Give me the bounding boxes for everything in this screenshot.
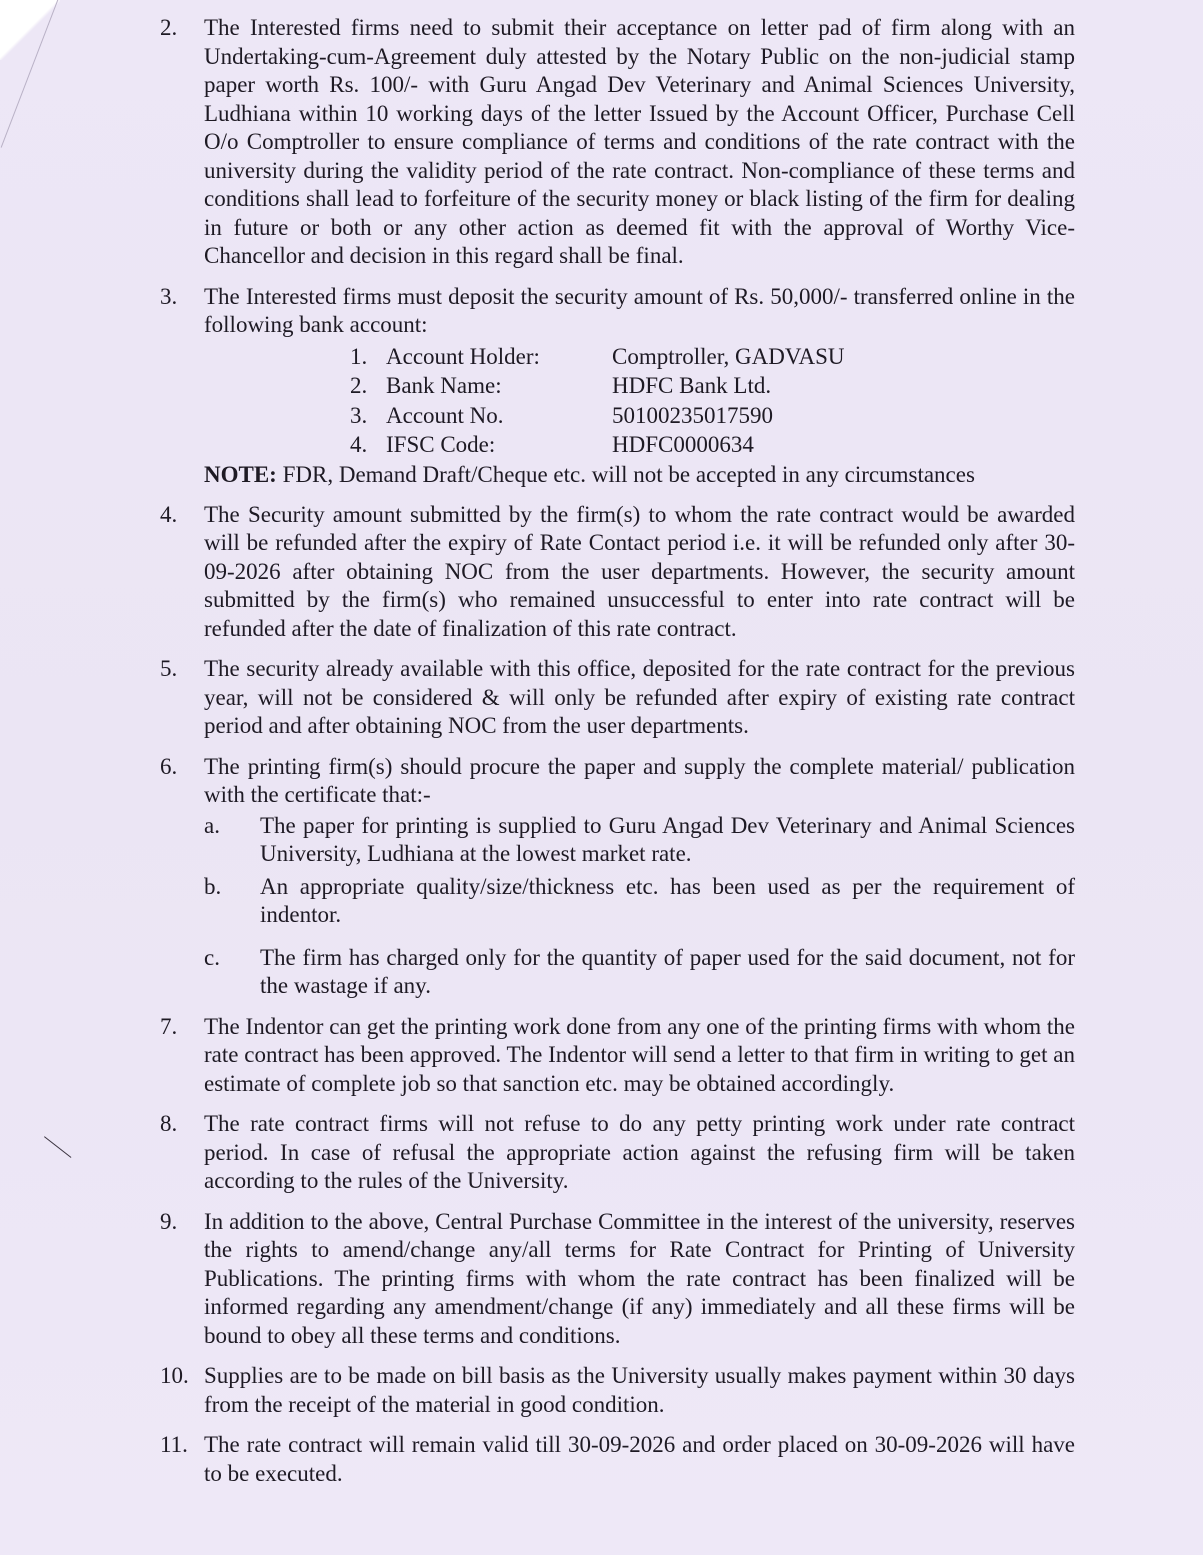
clause-11 [160,1431,1075,1488]
clause-text: In addition to the above, Central Purchase Committee in the interest of the university, reserves the rights to amend/change any/all terms for Rate Contract for Printing of University Publications. The printing firms with whom the rate contract has been finalized will be informed regarding any amendment/change (if any) immediately and all these firms will be bound to obey all these terms and conditions. [204,1208,1075,1348]
sub-clause-text: The paper for printing is supplied to Guru Angad Dev Veterinary and Animal Sciences University, Ludhiana at the lowest market rate. [260,812,1075,866]
clause-2 [160,14,1075,271]
clause-10 [160,1362,1075,1419]
bank-row-bank-name [350,371,1075,401]
sub-clause-text: The firm has charged only for the quantity of paper used for the said document, not for the wastage if any. [260,944,1075,998]
clause-number: 9. [160,1208,178,1234]
clause-text: The Indentor can get the printing work done from any one of the printing firms with whom the rate contract has been approved. The Indentor will send a letter to that firm in writing to get an estimate of complete job so that sanction etc. may be obtained accordingly. [204,1013,1075,1096]
sub-clause-letter: c. [204,944,220,970]
bank-account-details [350,342,1075,460]
sub-clause-c [204,944,1075,1001]
sub-clause-letter: a. [204,812,220,838]
bank-row-label: Account Holder: [386,343,540,369]
clause-number: 3. [160,283,178,309]
clause-5 [160,655,1075,741]
clause-text: The Interested firms need to submit their acceptance on letter pad of firm along with an Undertaking-cum-Agreement duly attested by the Notary Public on the non-judicial stamp paper worth Rs. 100/- with Guru Angad Dev Veterinary and Animal Sciences University, Ludhiana within 10 working days of the letter Issued by the Account Officer, Purchase Cell O/o Comptroller to ensure compliance of terms and conditions of the rate contract with the university during the validity period of the rate contract. Non-compliance of these terms and conditions shall lead to forfeiture of the security money or black listing of the firm for dealing in future or both or any other action as deemed fit with the approval of Worthy Vice-Chancellor and decision in this regard shall be final. [204,15,1075,268]
sub-clause-letter: b. [204,873,222,899]
clause-number: 11. [160,1432,188,1457]
clause-6 [160,753,1075,810]
clause-text: The printing firm(s) should procure the paper and supply the complete material/ publication with the certificate that:- [204,753,1075,807]
clause-number: 4. [160,501,178,527]
clause-text: The rate contract firms will not refuse to do any petty printing work under rate contract period. In case of refusal the appropriate action against the refusing firm will be taken according to the rules of the University. [204,1111,1075,1193]
bank-row-value: HDFC Bank Ltd. [612,373,772,398]
bank-row-label: Bank Name: [386,373,502,398]
clause-number: 7. [160,1013,178,1039]
bank-row-number: 1. [350,343,368,369]
bank-row-account-number [350,401,1075,431]
bank-row-label: Account No. [386,402,504,428]
payment-note [204,460,1075,489]
clause-4 [160,501,1075,644]
clause-number: 10. [160,1363,189,1388]
clause-number: 8. [160,1111,178,1136]
bank-row-value: HDFC0000634 [612,432,754,457]
clause-number: 2. [160,15,178,40]
pen-mark [43,1136,71,1159]
bank-row-number: 4. [350,432,368,457]
clause-7 [160,1013,1075,1099]
note-text: FDR, Demand Draft/Cheque etc. will not be accepted in any circumstances [276,461,975,487]
bank-row-value: 50100235017590 [612,402,773,428]
sub-clause-a [204,812,1075,869]
clause-number: 6. [160,753,178,779]
sub-clause-text: An appropriate quality/size/thickness etc. has been used as per the requirement of indentor. [260,873,1075,927]
clause-number: 5. [160,656,178,681]
clause-3 [160,283,1075,340]
clause-text: The security already available with this office, deposited for the rate contract for the previous year, will not be considered & will only be refunded after expiry of existing rate contract period and after obtaining NOC from the user departments. [204,656,1075,738]
bank-row-number: 2. [350,373,368,398]
terms-list [160,14,1075,1500]
bank-row-number: 3. [350,402,368,428]
clause-text: The Security amount submitted by the firm(s) to whom the rate contract would be awarded will be refunded after the expiry of Rate Contact period i.e. it will be refunded only after 30-09-2026 after obtaining NOC from the user departments. However, the security amount submitted by the firm(s) who remained unsuccessful to enter into rate contract will be refunded after the date of finalization of this rate contract. [204,501,1075,641]
sub-clause-b [204,873,1075,930]
clause-text: Supplies are to be made on bill basis as the University usually makes payment within 30 days from the receipt of the material in good condition. [204,1363,1075,1417]
note-label: NOTE: [204,461,277,487]
bank-row-ifsc-code [350,430,1075,460]
clause-8 [160,1110,1075,1196]
bank-row-value: Comptroller, GADVASU [612,343,845,369]
clause-text: The Interested firms must deposit the security amount of Rs. 50,000/- transferred online in the following bank account: [204,283,1075,337]
clause-9 [160,1208,1075,1351]
folded-corner [0,0,60,60]
clause-text: The rate contract will remain valid till 30-09-2026 and order placed on 30-09-2026 will have to be executed. [204,1432,1075,1486]
bank-row-label: IFSC Code: [386,432,496,457]
certificate-conditions [204,812,1075,1001]
bank-row-account-holder [350,342,1075,372]
